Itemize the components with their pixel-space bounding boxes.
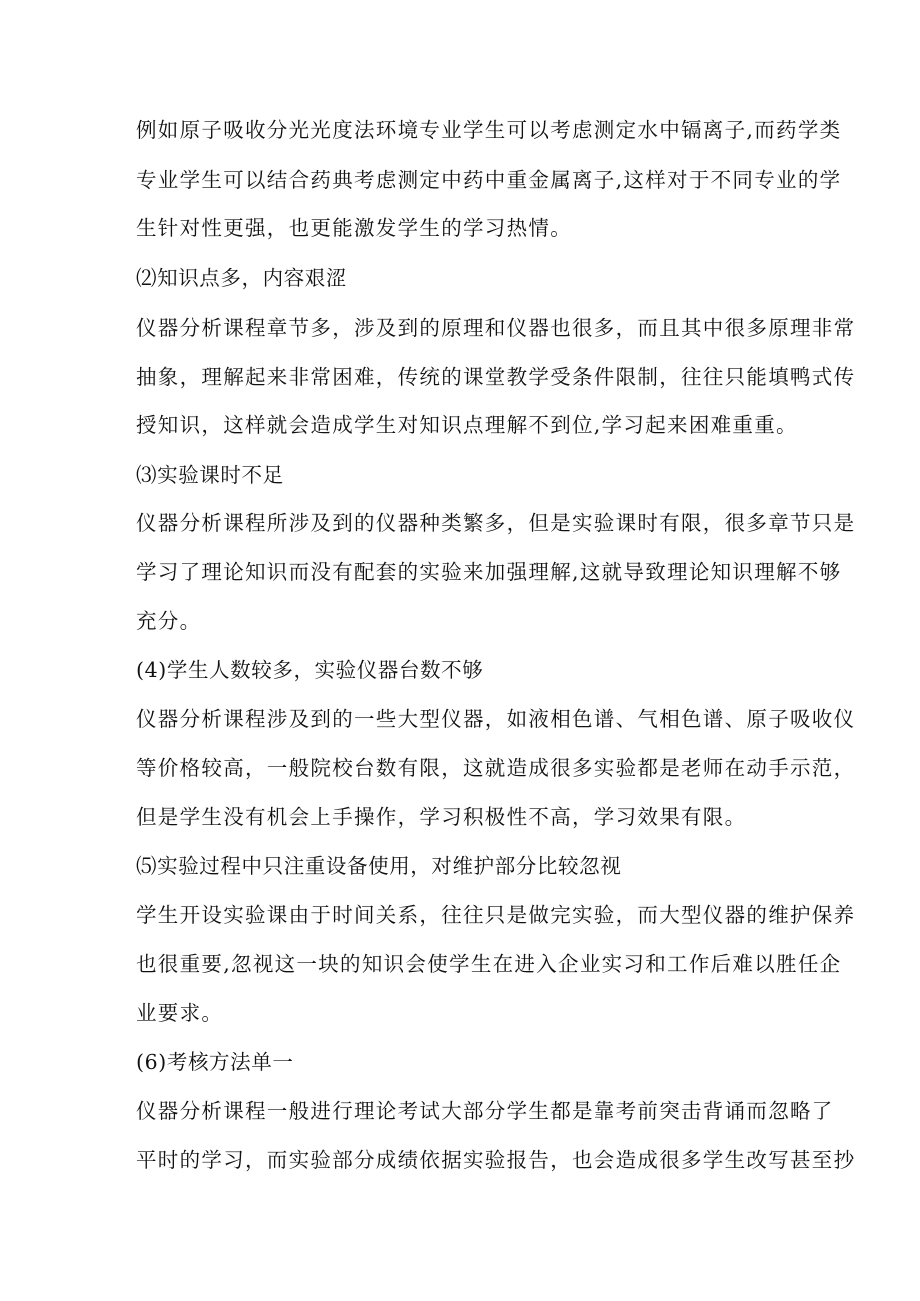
section-heading: ⑶实验课时不足 bbox=[136, 463, 284, 487]
body-text-line: 学生开设实验课由于时间关系，往往只是做完实验，而大型仪器的维护保养 bbox=[136, 903, 856, 927]
body-text-line: 等价格较高，一般院校台数有限，这就造成很多实验都是老师在动手示范， bbox=[136, 756, 856, 780]
body-text-line: 授知识，这样就会造成学生对知识点理解不到位,学习起来困难重重。 bbox=[136, 413, 798, 437]
body-text-line: 例如原子吸收分光光度法环境专业学生可以考虑测定水中镉离子,而药学类 bbox=[136, 118, 842, 142]
body-text-line: 仪器分析课程章节多，涉及到的原理和仪器也很多，而且其中很多原理非常 bbox=[136, 316, 856, 340]
body-text-line: 仪器分析课程所涉及到的仪器种类繁多，但是实验课时有限，很多章节只是 bbox=[136, 511, 856, 535]
section-heading: ⑵知识点多，内容艰涩 bbox=[136, 266, 347, 290]
body-text-line: 业要求。 bbox=[136, 1001, 224, 1025]
section-heading: (4)学生人数较多，实验仪器台数不够 bbox=[136, 658, 484, 682]
section-heading: ⑸实验过程中只注重设备使用，对维护部分比较忽视 bbox=[136, 854, 622, 878]
body-text-line: 仪器分析课程一般进行理论考试大部分学生都是靠考前突击背诵而忽略了 bbox=[136, 1099, 834, 1123]
section-heading: (6)考核方法单一 bbox=[136, 1050, 294, 1074]
body-text-line: 也很重要,忽视这一块的知识会使学生在进入企业实习和工作后难以胜任企 bbox=[136, 952, 842, 976]
body-text-line: 但是学生没有机会上手操作，学习积极性不高，学习效果有限。 bbox=[136, 805, 747, 829]
body-text-line: 学习了理论知识而没有配套的实验来加强理解,这就导致理论知识理解不够 bbox=[136, 560, 842, 584]
body-text-line: 充分。 bbox=[136, 609, 202, 633]
body-text-line: 平时的学习，而实验部分成绩依据实验报告，也会造成很多学生改写甚至抄 bbox=[136, 1148, 856, 1172]
body-text-line: 抽象，理解起来非常困难，传统的课堂教学受条件限制，往往只能填鸭式传 bbox=[136, 365, 856, 389]
body-text-line: 生针对性更强，也更能激发学生的学习热情。 bbox=[136, 216, 572, 240]
body-text-line: 专业学生可以结合药典考虑测定中药中重金属离子,这样对于不同专业的学 bbox=[136, 168, 842, 192]
body-text-line: 仪器分析课程涉及到的一些大型仪器，如液相色谱、气相色谱、原子吸收仪 bbox=[136, 707, 856, 731]
